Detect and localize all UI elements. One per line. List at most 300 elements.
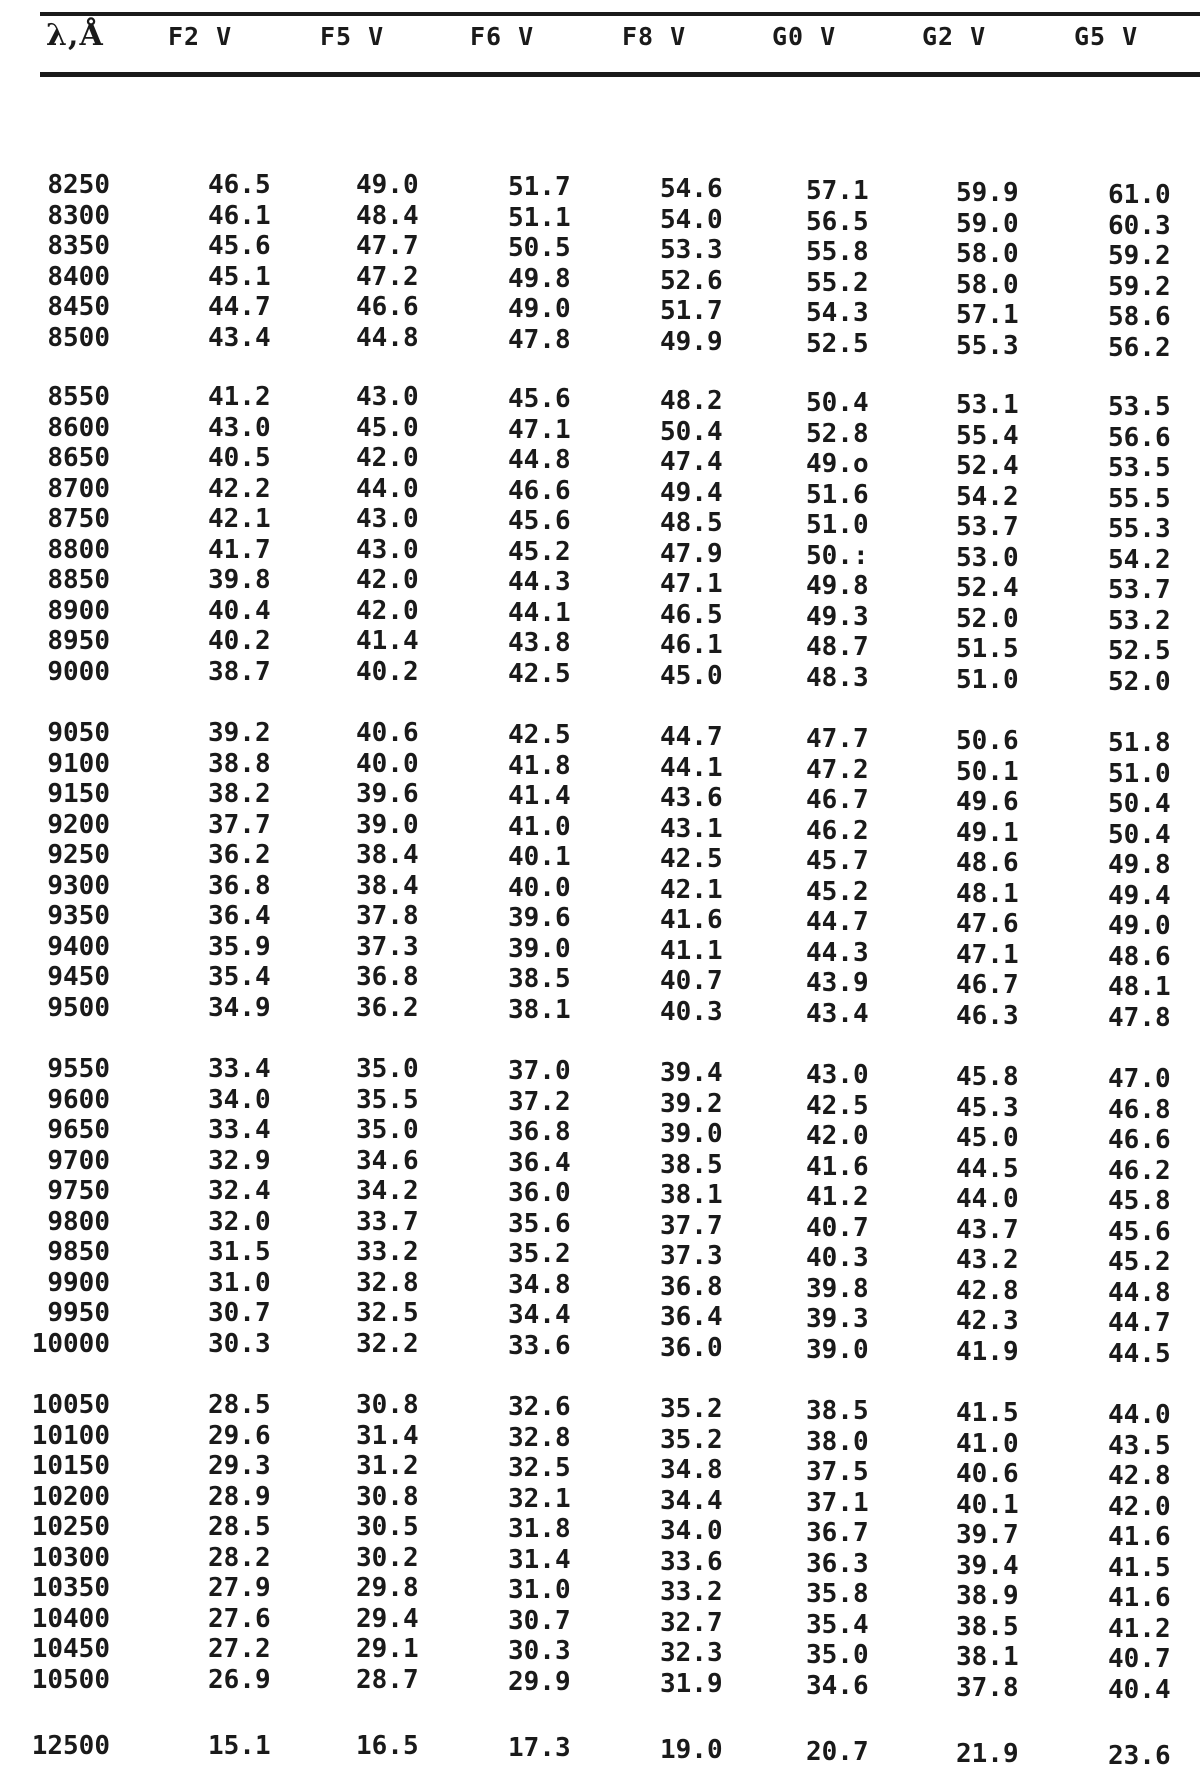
value-cell: 30.5 — [356, 1512, 419, 1542]
value-cell: 55.4 — [956, 420, 1019, 451]
value-cell: 54.3 — [806, 298, 869, 328]
value-cell: 51.7 — [508, 172, 571, 202]
value-cell: 28.5 — [208, 1390, 271, 1420]
value-cell: 30.7 — [208, 1298, 271, 1328]
wavelength-cell: 8850 — [47, 565, 110, 595]
value-cell: 54.6 — [660, 174, 723, 204]
header-column: F2 V — [168, 22, 233, 51]
value-cell: 40.4 — [1108, 1674, 1171, 1705]
wavelength-cell: 10450 — [31, 1634, 110, 1664]
value-cell: 43.0 — [356, 504, 419, 534]
value-cell: 37.7 — [660, 1210, 723, 1241]
value-cell: 40.7 — [660, 966, 723, 996]
value-cell: 48.2 — [660, 386, 723, 416]
value-cell: 59.2 — [1108, 241, 1171, 271]
value-cell: 53.0 — [956, 542, 1019, 573]
value-cell: 44.8 — [356, 322, 419, 353]
value-cell: 53.7 — [956, 512, 1019, 542]
value-cell: 55.8 — [806, 237, 869, 267]
value-cell: 55.5 — [1108, 483, 1171, 514]
value-cell: 49.o — [806, 449, 869, 479]
value-cell: 51.8 — [1108, 728, 1171, 758]
value-cell: 50.4 — [806, 388, 869, 418]
value-cell: 39.6 — [356, 779, 419, 809]
wavelength-cell: 8700 — [47, 473, 110, 504]
wavelength-cell: 8250 — [47, 170, 110, 200]
value-cell: 17.3 — [508, 1733, 571, 1763]
value-cell: 39.0 — [356, 809, 419, 840]
value-cell: 45.2 — [508, 536, 571, 567]
value-cell: 47.7 — [356, 231, 419, 261]
value-cell: 54.0 — [660, 204, 723, 235]
value-cell: 42.5 — [660, 844, 723, 874]
value-cell: 46.6 — [508, 475, 571, 506]
value-cell: 51.7 — [660, 296, 723, 326]
value-cell: 54.2 — [1108, 544, 1171, 575]
value-cell: 36.0 — [508, 1178, 571, 1208]
value-cell: 38.1 — [508, 994, 571, 1025]
wavelength-cell: 9100 — [47, 748, 110, 779]
value-cell: 38.5 — [956, 1611, 1019, 1642]
value-cell: 38.1 — [956, 1642, 1019, 1672]
value-cell: 29.6 — [208, 1420, 271, 1451]
value-cell: 48.4 — [356, 200, 419, 231]
value-cell: 34.9 — [208, 992, 271, 1023]
value-cell: 43.0 — [208, 412, 271, 443]
value-cell: 29.3 — [208, 1451, 271, 1481]
wavelength-cell: 10350 — [31, 1573, 110, 1603]
value-cell: 35.5 — [356, 1084, 419, 1115]
value-cell: 43.4 — [806, 998, 869, 1029]
value-cell: 31.8 — [508, 1514, 571, 1544]
value-cell: 46.2 — [806, 815, 869, 846]
value-cell: 41.7 — [208, 534, 271, 565]
wavelength-cell: 12500 — [31, 1731, 110, 1761]
value-cell: 39.0 — [806, 1334, 869, 1365]
value-cell: 34.6 — [806, 1670, 869, 1701]
value-cell: 36.8 — [508, 1117, 571, 1147]
value-cell: 35.2 — [508, 1239, 571, 1269]
value-cell: 19.0 — [660, 1735, 723, 1765]
wavelength-cell: 9000 — [47, 656, 110, 687]
value-cell: 50.4 — [660, 416, 723, 447]
value-cell: 31.4 — [356, 1420, 419, 1451]
wavelength-cell: 10400 — [31, 1603, 110, 1634]
value-cell: 41.0 — [508, 811, 571, 842]
value-cell: 38.5 — [806, 1396, 869, 1426]
value-cell: 60.3 — [1108, 210, 1171, 241]
wavelength-cell: 10300 — [31, 1542, 110, 1573]
value-cell: 47.1 — [660, 569, 723, 599]
value-cell: 45.0 — [356, 412, 419, 443]
value-cell: 43.1 — [660, 813, 723, 844]
value-cell: 37.1 — [806, 1487, 869, 1518]
value-cell: 36.8 — [208, 870, 271, 901]
value-cell: 46.6 — [1108, 1125, 1171, 1155]
value-cell: 49.0 — [508, 294, 571, 324]
value-cell: 52.6 — [660, 265, 723, 296]
header-column: G2 V — [922, 22, 987, 51]
value-cell: 47.2 — [806, 754, 869, 785]
value-cell: 37.7 — [208, 809, 271, 840]
value-cell: 30.3 — [208, 1328, 271, 1359]
value-cell: 53.2 — [1108, 605, 1171, 636]
wavelength-cell: 8350 — [47, 231, 110, 261]
value-cell: 39.4 — [956, 1550, 1019, 1581]
value-cell: 34.0 — [208, 1084, 271, 1115]
value-cell: 28.2 — [208, 1542, 271, 1573]
value-cell: 47.9 — [660, 538, 723, 569]
value-cell: 28.9 — [208, 1481, 271, 1512]
value-cell: 30.2 — [356, 1542, 419, 1573]
value-cell: 50.: — [806, 540, 869, 571]
value-cell: 53.7 — [1108, 575, 1171, 605]
value-cell: 55.3 — [1108, 514, 1171, 544]
value-cell: 42.0 — [356, 595, 419, 626]
value-cell: 27.2 — [208, 1634, 271, 1664]
value-cell: 32.9 — [208, 1145, 271, 1176]
wavelength-cell: 8550 — [47, 382, 110, 412]
value-cell: 44.1 — [508, 597, 571, 628]
value-cell: 44.3 — [806, 937, 869, 968]
value-cell: 46.7 — [806, 785, 869, 815]
value-cell: 50.4 — [1108, 789, 1171, 819]
value-cell: 28.5 — [208, 1512, 271, 1542]
value-cell: 41.1 — [660, 935, 723, 966]
value-cell: 36.8 — [660, 1271, 723, 1302]
value-cell: 44.7 — [1108, 1308, 1171, 1338]
value-cell: 49.6 — [956, 787, 1019, 817]
value-cell: 51.0 — [1108, 758, 1171, 789]
wavelength-cell: 8650 — [47, 443, 110, 473]
value-cell: 49.0 — [356, 170, 419, 200]
value-cell: 38.4 — [356, 870, 419, 901]
value-cell: 48.6 — [956, 848, 1019, 878]
value-cell: 39.8 — [806, 1273, 869, 1304]
value-cell: 36.7 — [806, 1518, 869, 1548]
value-cell: 47.0 — [1108, 1064, 1171, 1094]
value-cell: 55.2 — [806, 267, 869, 298]
wavelength-cell: 8750 — [47, 504, 110, 534]
value-cell: 37.8 — [356, 901, 419, 931]
value-cell: 49.8 — [806, 571, 869, 601]
value-cell: 34.4 — [508, 1300, 571, 1330]
value-cell: 32.6 — [508, 1392, 571, 1422]
value-cell: 34.2 — [356, 1176, 419, 1206]
value-cell: 44.3 — [508, 567, 571, 597]
value-cell: 49.4 — [1108, 880, 1171, 911]
value-cell: 36.2 — [208, 840, 271, 870]
header-column: G5 V — [1074, 22, 1139, 51]
value-cell: 39.8 — [208, 565, 271, 595]
value-cell: 41.2 — [1108, 1613, 1171, 1644]
value-cell: 35.4 — [208, 962, 271, 992]
value-cell: 48.7 — [806, 632, 869, 662]
value-cell: 50.5 — [508, 233, 571, 263]
wavelength-cell: 10200 — [31, 1481, 110, 1512]
value-cell: 42.0 — [356, 443, 419, 473]
value-cell: 35.6 — [508, 1208, 571, 1239]
value-cell: 32.4 — [208, 1176, 271, 1206]
value-cell: 35.0 — [356, 1115, 419, 1145]
value-cell: 58.0 — [956, 239, 1019, 269]
value-cell: 39.0 — [508, 933, 571, 964]
value-cell: 28.7 — [356, 1664, 419, 1695]
value-cell: 46.1 — [660, 630, 723, 660]
value-cell: 38.2 — [208, 779, 271, 809]
value-cell: 48.5 — [660, 508, 723, 538]
value-cell: 29.1 — [356, 1634, 419, 1664]
value-cell: 44.0 — [956, 1184, 1019, 1214]
value-cell: 40.6 — [956, 1459, 1019, 1489]
value-cell: 42.5 — [508, 658, 571, 689]
value-cell: 55.3 — [956, 330, 1019, 361]
value-cell: 32.5 — [508, 1453, 571, 1483]
value-cell: 37.3 — [356, 931, 419, 962]
value-cell: 31.9 — [660, 1668, 723, 1699]
wavelength-cell: 9900 — [47, 1267, 110, 1298]
value-cell: 38.4 — [356, 840, 419, 870]
value-cell: 41.4 — [356, 626, 419, 656]
value-cell: 44.7 — [208, 292, 271, 322]
value-cell: 35.9 — [208, 931, 271, 962]
value-cell: 27.9 — [208, 1573, 271, 1603]
value-cell: 32.7 — [660, 1607, 723, 1638]
value-cell: 47.1 — [508, 414, 571, 445]
value-cell: 32.8 — [508, 1422, 571, 1453]
value-cell: 42.8 — [1108, 1461, 1171, 1491]
header-wavelength: λ,Å — [46, 18, 104, 53]
value-cell: 32.3 — [660, 1638, 723, 1668]
value-cell: 43.5 — [1108, 1430, 1171, 1461]
value-cell: 30.3 — [508, 1636, 571, 1666]
value-cell: 50.6 — [956, 726, 1019, 756]
value-cell: 37.2 — [508, 1086, 571, 1117]
value-cell: 29.4 — [356, 1603, 419, 1634]
value-cell: 44.7 — [660, 722, 723, 752]
value-cell: 43.0 — [356, 534, 419, 565]
wavelength-cell: 8500 — [47, 322, 110, 353]
value-cell: 51.1 — [508, 202, 571, 233]
value-cell: 30.8 — [356, 1481, 419, 1512]
wavelength-cell: 9450 — [47, 962, 110, 992]
value-cell: 43.7 — [956, 1214, 1019, 1245]
value-cell: 31.0 — [208, 1267, 271, 1298]
value-cell: 38.8 — [208, 748, 271, 779]
value-cell: 45.8 — [1108, 1186, 1171, 1216]
value-cell: 42.2 — [208, 473, 271, 504]
value-cell: 30.7 — [508, 1605, 571, 1636]
value-cell: 48.6 — [1108, 941, 1171, 972]
header-column: G0 V — [772, 22, 837, 51]
wavelength-cell: 8300 — [47, 200, 110, 231]
value-cell: 43.0 — [806, 1060, 869, 1090]
value-cell: 34.8 — [508, 1269, 571, 1300]
wavelength-cell: 9300 — [47, 870, 110, 901]
wavelength-cell: 9750 — [47, 1176, 110, 1206]
value-cell: 46.8 — [1108, 1094, 1171, 1125]
value-cell: 59.2 — [1108, 271, 1171, 302]
value-cell: 32.2 — [356, 1328, 419, 1359]
value-cell: 42.5 — [508, 720, 571, 750]
wavelength-cell: 9650 — [47, 1115, 110, 1145]
value-cell: 52.0 — [956, 603, 1019, 634]
value-cell: 52.8 — [806, 418, 869, 449]
value-cell: 43.9 — [806, 968, 869, 998]
wavelength-cell: 9400 — [47, 931, 110, 962]
wavelength-cell: 8600 — [47, 412, 110, 443]
value-cell: 37.3 — [660, 1241, 723, 1271]
value-cell: 48.3 — [806, 662, 869, 693]
value-cell: 31.4 — [508, 1544, 571, 1575]
wavelength-cell: 9050 — [47, 718, 110, 748]
value-cell: 43.8 — [508, 628, 571, 658]
value-cell: 31.2 — [356, 1451, 419, 1481]
value-cell: 46.2 — [1108, 1155, 1171, 1186]
value-cell: 26.9 — [208, 1664, 271, 1695]
value-cell: 40.2 — [356, 656, 419, 687]
value-cell: 47.2 — [356, 261, 419, 292]
value-cell: 58.6 — [1108, 302, 1171, 332]
value-cell: 45.3 — [956, 1092, 1019, 1123]
value-cell: 35.0 — [356, 1054, 419, 1084]
value-cell: 53.5 — [1108, 392, 1171, 422]
value-cell: 56.5 — [806, 206, 869, 237]
value-cell: 37.5 — [806, 1457, 869, 1487]
value-cell: 41.9 — [956, 1336, 1019, 1367]
value-cell: 46.6 — [356, 292, 419, 322]
value-cell: 44.5 — [956, 1153, 1019, 1184]
value-cell: 42.0 — [356, 565, 419, 595]
wavelength-cell: 9950 — [47, 1298, 110, 1328]
value-cell: 40.2 — [208, 626, 271, 656]
value-cell: 38.5 — [508, 964, 571, 994]
value-cell: 42.1 — [660, 874, 723, 905]
value-cell: 53.5 — [1108, 453, 1171, 483]
wavelength-cell: 9550 — [47, 1054, 110, 1084]
value-cell: 33.2 — [660, 1577, 723, 1607]
value-cell: 40.1 — [956, 1489, 1019, 1520]
value-cell: 31.5 — [208, 1237, 271, 1267]
value-cell: 41.0 — [956, 1428, 1019, 1459]
value-cell: 44.0 — [1108, 1400, 1171, 1430]
value-cell: 36.3 — [806, 1548, 869, 1579]
value-cell: 52.0 — [1108, 666, 1171, 697]
value-cell: 29.9 — [508, 1666, 571, 1697]
value-cell: 41.6 — [1108, 1522, 1171, 1552]
value-cell: 33.6 — [508, 1330, 571, 1361]
header-column: F6 V — [470, 22, 535, 51]
value-cell: 38.5 — [660, 1149, 723, 1180]
value-cell: 59.9 — [956, 178, 1019, 208]
value-cell: 52.5 — [806, 328, 869, 359]
value-cell: 41.4 — [508, 781, 571, 811]
value-cell: 39.0 — [660, 1119, 723, 1149]
value-cell: 41.6 — [1108, 1583, 1171, 1613]
wavelength-cell: 10050 — [31, 1390, 110, 1420]
value-cell: 39.2 — [208, 718, 271, 748]
value-cell: 45.0 — [660, 660, 723, 691]
value-cell: 49.9 — [660, 326, 723, 357]
value-cell: 44.8 — [1108, 1277, 1171, 1308]
value-cell: 40.0 — [356, 748, 419, 779]
value-cell: 49.1 — [956, 817, 1019, 848]
value-cell: 44.5 — [1108, 1338, 1171, 1369]
value-cell: 36.4 — [208, 901, 271, 931]
value-cell: 58.0 — [956, 269, 1019, 300]
value-cell: 38.1 — [660, 1180, 723, 1210]
value-cell: 61.0 — [1108, 180, 1171, 210]
value-cell: 42.8 — [956, 1275, 1019, 1306]
value-cell: 40.5 — [208, 443, 271, 473]
value-cell: 35.8 — [806, 1579, 869, 1609]
value-cell: 39.3 — [806, 1304, 869, 1334]
value-cell: 45.6 — [208, 231, 271, 261]
value-cell: 32.5 — [356, 1298, 419, 1328]
value-cell: 41.5 — [1108, 1552, 1171, 1583]
value-cell: 51.5 — [956, 634, 1019, 664]
value-cell: 52.4 — [956, 573, 1019, 603]
value-cell: 34.6 — [356, 1145, 419, 1176]
value-cell: 32.8 — [356, 1267, 419, 1298]
value-cell: 51.0 — [956, 664, 1019, 695]
value-cell: 41.2 — [208, 382, 271, 412]
value-cell: 48.1 — [956, 878, 1019, 909]
value-cell: 41.6 — [806, 1151, 869, 1182]
value-cell: 43.4 — [208, 322, 271, 353]
value-cell: 40.3 — [806, 1243, 869, 1273]
value-cell: 32.0 — [208, 1206, 271, 1237]
value-cell: 36.4 — [660, 1302, 723, 1332]
value-cell: 39.2 — [660, 1088, 723, 1119]
value-cell: 49.8 — [1108, 850, 1171, 880]
value-cell: 42.1 — [208, 504, 271, 534]
value-cell: 48.1 — [1108, 972, 1171, 1002]
value-cell: 59.0 — [956, 208, 1019, 239]
value-cell: 52.5 — [1108, 636, 1171, 666]
wavelength-cell: 9800 — [47, 1206, 110, 1237]
value-cell: 33.2 — [356, 1237, 419, 1267]
wavelength-cell: 10150 — [31, 1451, 110, 1481]
value-cell: 46.5 — [660, 599, 723, 630]
value-cell: 33.7 — [356, 1206, 419, 1237]
value-cell: 40.0 — [508, 872, 571, 903]
value-cell: 15.1 — [208, 1731, 271, 1761]
value-cell: 45.2 — [806, 876, 869, 907]
value-cell: 38.7 — [208, 656, 271, 687]
value-cell: 42.5 — [806, 1090, 869, 1121]
value-cell: 39.4 — [660, 1058, 723, 1088]
value-cell: 47.4 — [660, 447, 723, 477]
value-cell: 49.8 — [508, 263, 571, 294]
value-cell: 27.6 — [208, 1603, 271, 1634]
wavelength-cell: 10500 — [31, 1664, 110, 1695]
value-cell: 21.9 — [956, 1739, 1019, 1769]
value-cell: 38.9 — [956, 1581, 1019, 1611]
value-cell: 56.2 — [1108, 332, 1171, 363]
value-cell: 33.4 — [208, 1115, 271, 1145]
wavelength-cell: 10250 — [31, 1512, 110, 1542]
value-cell: 47.7 — [806, 724, 869, 754]
wavelength-cell: 8400 — [47, 261, 110, 292]
value-cell: 41.2 — [806, 1182, 869, 1212]
value-cell: 49.3 — [806, 601, 869, 632]
wavelength-cell: 9700 — [47, 1145, 110, 1176]
value-cell: 41.8 — [508, 750, 571, 781]
value-cell: 36.4 — [508, 1147, 571, 1178]
value-cell: 45.6 — [1108, 1216, 1171, 1247]
value-cell: 42.0 — [1108, 1491, 1171, 1522]
